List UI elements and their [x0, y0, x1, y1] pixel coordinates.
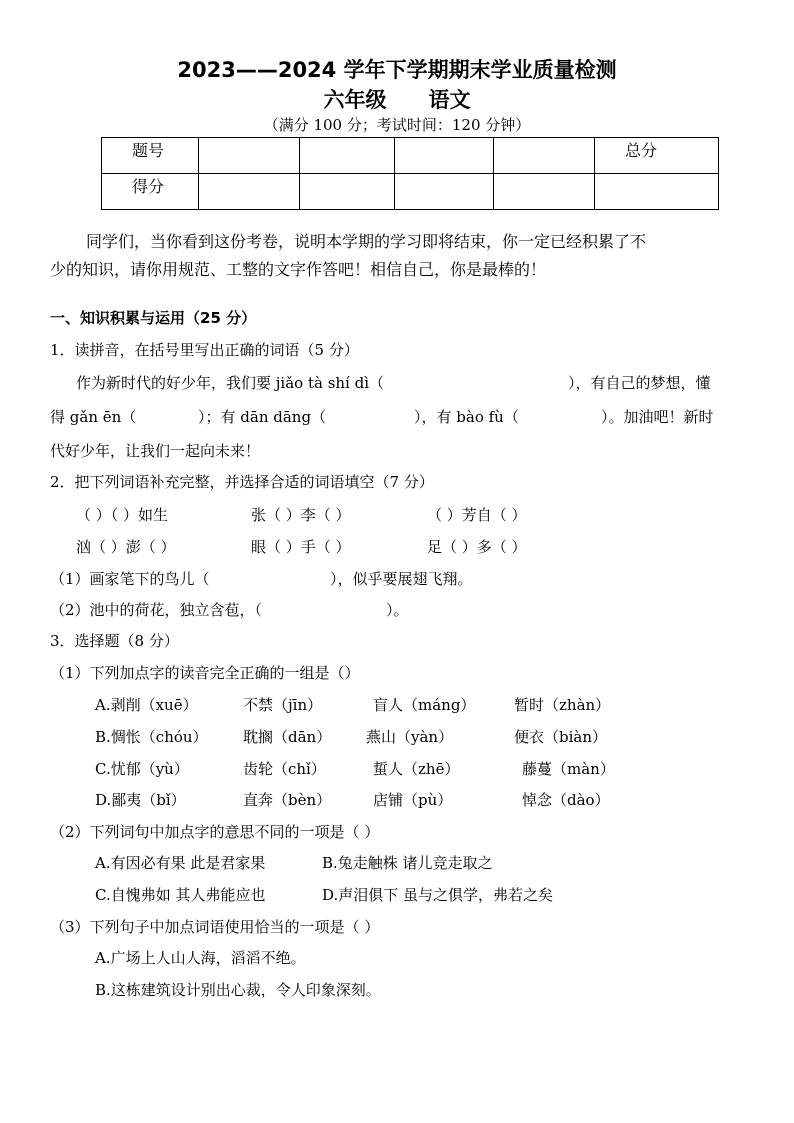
question-1-title: 1．读拼音，在括号里写出正确的词语（5 分）	[50, 341, 359, 359]
q3-option-c-3: 蜇人（zhē）	[373, 760, 460, 778]
q1-line-1a: 作为新时代的好少年，我们要 jiǎo tà shí dì（	[76, 374, 385, 392]
q3-option-b-1: B.惆怅（chóu）	[95, 728, 208, 746]
score-table	[101, 137, 719, 210]
q3-sub-2: （2）下列词句中加点字的意思不同的一项是（ ）	[50, 823, 380, 841]
q2-word-4: 汹（ ）澎（ ）	[76, 538, 176, 556]
section-heading: 一、知识积累与运用（25 分）	[50, 309, 257, 327]
grade-subject	[0, 84, 794, 114]
exam-title: 2023——2024 学年下学期期末学业质量检测	[177, 58, 617, 82]
q1-line-3: 代好少年，让我们一起向未来！	[50, 442, 261, 460]
q3-option-d-2: 直奔（bèn）	[243, 791, 332, 809]
q1-line-2d: ）。加油吧！新时	[601, 408, 714, 426]
q2-sentence-1b: ），似乎要展翅飞翔。	[330, 570, 473, 588]
q2-word-2: 张（ ）李（ ）	[251, 506, 351, 524]
question-3-title: 3．选择题（8 分）	[50, 632, 179, 650]
q2-word-3: （ ）芳自（ ）	[427, 506, 527, 524]
q2-sentence-2b: ）。	[386, 601, 409, 619]
q3-option-b-3: 燕山（yàn）	[366, 728, 454, 746]
q3-option-a-3: 盲人（máng）	[373, 696, 476, 714]
q3-sub-1: （1）下列加点字的读音完全正确的一组是（）	[50, 664, 360, 682]
score-cell[interactable]	[395, 174, 494, 210]
q3-option-c-2: 齿轮（chǐ）	[243, 760, 326, 778]
q2-sentence-1a: （1）画家笔下的鸟儿（	[50, 570, 210, 588]
subject-label: 语文	[428, 88, 471, 112]
question-2-title: 2．把下列词语补充完整，并选择合适的词语填空（7 分）	[50, 473, 434, 491]
q2-word-5: 眼（ ）手（ ）	[251, 538, 351, 556]
q3-sub2-option-d: D.声泪俱下 虽与之俱学，弗若之矣	[322, 886, 554, 904]
intro-line-2: 少的知识，请你用规范、工整的文字作答吧！相信自己，你是最棒的！	[50, 260, 547, 279]
grade-label: 六年级	[323, 88, 387, 112]
q3-option-b-4: 便衣（biàn）	[514, 728, 608, 746]
score-cell[interactable]	[494, 174, 595, 210]
q3-option-b-2: 耽搁（dān）	[243, 728, 332, 746]
q2-word-1: （ ）（ ）如生	[76, 506, 169, 524]
q3-sub2-option-c: C.自愧弗如 其人弗能应也	[95, 886, 266, 904]
score-cell[interactable]	[199, 174, 300, 210]
score-cell[interactable]	[494, 138, 595, 174]
q2-word-6: 足（ ）多（ ）	[427, 538, 527, 556]
q3-sub3-option-b: B.这栋建筑设计别出心裁，令人印象深刻。	[95, 981, 381, 999]
q2-sentence-2a: （2）池中的荷花，独立含苞，（	[50, 601, 263, 619]
question-number-label: 题号	[102, 138, 199, 174]
q3-option-a-4: 暂时（zhàn）	[514, 696, 611, 714]
q3-sub2-option-a: A.有因必有果 此是君家果	[95, 854, 266, 872]
q1-line-2c: ），有 bào fù（	[414, 408, 519, 426]
score-cell[interactable]	[199, 138, 300, 174]
q3-option-d-3: 店铺（pù）	[373, 791, 453, 809]
q3-option-a-2: 不禁（jīn）	[243, 696, 323, 714]
q3-sub2-option-b: B.兔走触株 诸儿竞走取之	[322, 854, 493, 872]
q1-line-2b: ）；有 dān dāng（	[198, 408, 327, 426]
q3-sub-3: （3）下列句子中加点词语使用恰当的一项是（ ）	[50, 918, 380, 936]
q1-line-2a: 得 gǎn ēn（	[50, 408, 137, 426]
score-label: 得分	[102, 174, 199, 210]
score-cell[interactable]	[300, 138, 395, 174]
q3-sub3-option-a: A.广场上人山人海，滔滔不绝。	[95, 949, 306, 967]
q1-line-1b: ），有自己的梦想，懂	[568, 374, 711, 392]
exam-info: （满分 100 分；考试时间：120 分钟）	[263, 116, 531, 134]
score-cell[interactable]	[395, 138, 494, 174]
q3-option-d-1: D.鄙夷（bǐ）	[95, 791, 186, 809]
q3-option-d-4: 悼念（dào）	[522, 791, 610, 809]
q3-option-c-1: C.忧郁（yù）	[95, 760, 189, 778]
intro-line-1: 同学们，当你看到这份考卷，说明本学期的学习即将结束，你一定已经积累了不	[86, 232, 647, 251]
score-cell[interactable]	[300, 174, 395, 210]
total-score-cell[interactable]	[595, 174, 719, 210]
total-label: 总分	[595, 138, 719, 174]
q3-option-a-1: A.剥削（xuē）	[95, 696, 198, 714]
q3-option-c-4: 藤蔓（màn）	[522, 760, 615, 778]
score-table-row	[102, 174, 719, 210]
score-table-row	[102, 138, 719, 174]
